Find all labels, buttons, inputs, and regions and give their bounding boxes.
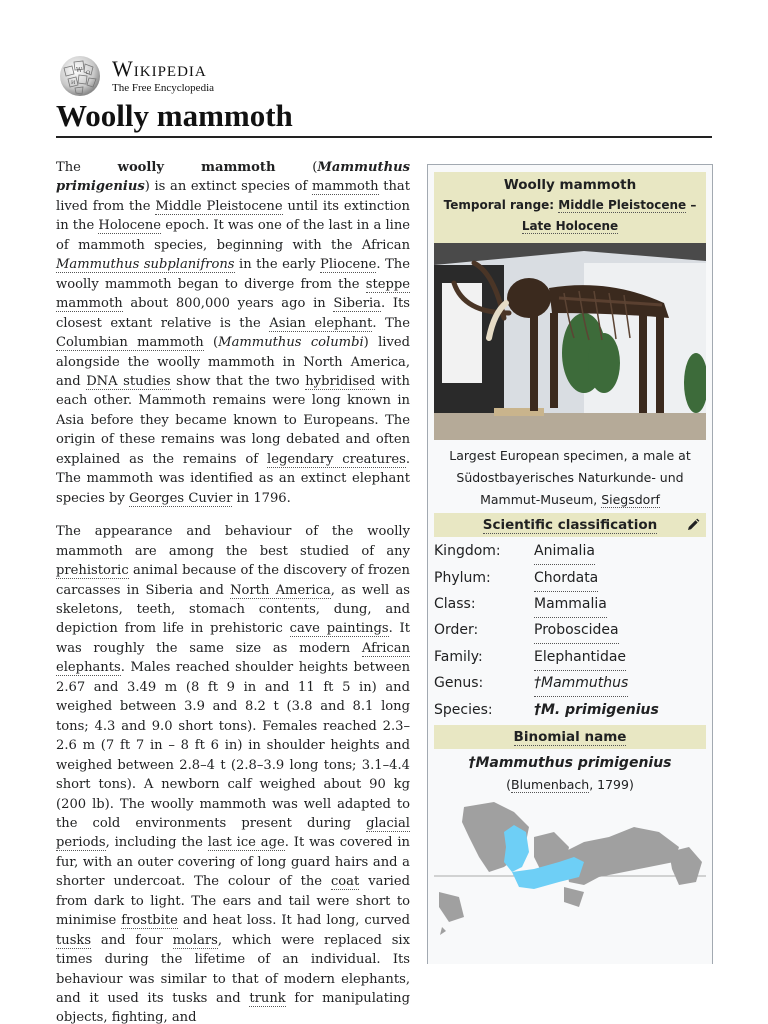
article-link[interactable]: Middle Pleistocene [155,198,283,214]
paragraph-text: woolly mammoth [117,160,276,175]
rank-label: Class: [434,596,476,612]
article-link[interactable]: prehistoric [56,563,129,579]
wikipedia-wordmark[interactable]: Wikipedia [112,56,207,81]
paragraph-text: Mammuthus primigenius [56,160,410,195]
article-link[interactable]: Georges Cuvier [128,490,233,506]
paragraph-text: varied from dark to light. The ears and tail were short to minimise [56,874,410,929]
paragraph-text: epoch. It was one of the last in a line of mammoth species, beginning with the African [56,218,411,253]
paragraph-text: for manipulating objects, fighting, and [56,991,410,1024]
paragraph-text: . The mammoth was identified as an extinct elephant species by [56,451,410,506]
article-link[interactable]: coat [330,874,360,890]
article-link[interactable]: Asian elephant [269,315,373,331]
authority-rest: , 1799) [589,777,634,792]
taxon-link[interactable]: †Mammuthus [534,670,628,697]
binomial-header [434,725,706,749]
classification-row [434,591,706,617]
svg-text:W: W [76,67,83,74]
rank-label: Kingdom: [434,543,501,559]
authority-link[interactable]: Blumenbach [511,777,590,792]
binomial-name: †Mammuthus primigenius [468,755,672,771]
paragraph-text: ) is an extinct species of [144,179,312,195]
edit-pencil-icon[interactable] [686,518,700,532]
article-link[interactable]: Columbian mammoth [56,335,204,351]
paragraph-text: that lived from the [56,179,410,214]
paragraph-text: and four [91,932,173,948]
site-header [56,54,214,98]
article-link[interactable]: North America [230,582,331,598]
article-link[interactable]: mammoth [311,179,379,195]
classification-row [434,538,706,564]
taxon-link[interactable]: Proboscidea [534,617,619,644]
rank-label: Family: [434,649,483,665]
paragraph-text: The [56,160,118,175]
article-link[interactable]: molars [172,932,218,948]
title-divider [56,136,712,138]
classification-row [434,617,706,643]
article-link[interactable]: Pliocene [320,257,377,273]
range-to-link[interactable]: Late Holocene [521,219,619,233]
infobox [427,164,713,964]
paragraph-text: , which were replaced six times during the lifetime of an individual. Its behaviour was similar to that of modern elephants, and it used its tusks and [56,932,410,1007]
svg-text:И: И [71,80,76,86]
paragraph-text: ( [275,160,318,175]
taxon-link[interactable]: †M. primigenius [534,702,659,718]
caption-text: Largest European specimen, a male at Südostbayerisches Naturkunde- und Mammut-Museum, [449,448,691,507]
article-link[interactable]: African elephants [56,640,410,676]
article-link[interactable]: Holocene [98,218,162,234]
paragraph-text: show that the two [170,373,306,389]
paragraph-1 [56,158,410,508]
paragraph-text: ( [203,335,219,351]
article-link[interactable]: frostbite [121,913,178,929]
paragraph-text: . It was covered in fur, with an outer covering of long guard hairs and a shorter undercoat. The colour of the [56,835,410,890]
paragraph-text: about 800,000 years ago in [122,296,334,312]
paragraph-text: animal because of the discovery of frozen carcasses in Siberia and [56,563,410,598]
paragraph-text: . The woolly mammoth began to diverge from the [56,257,410,292]
taxon-link[interactable]: Elephantidae [534,644,626,671]
classification-row [434,670,706,696]
range-from-link[interactable]: Middle Pleistocene [558,198,687,212]
paragraph-text: , as well as skeletons, teeth, stomach contents, dung, and depiction from life in prehistoric [56,582,410,637]
range-separator: – [686,198,697,212]
paragraph-text: ) lived alongside the woolly mammoth in North America, and [56,335,410,389]
paragraph-text: Mammuthus columbi [218,335,364,351]
svg-text:Ω: Ω [86,70,91,76]
site-brand [112,58,214,94]
article-link[interactable]: glacial periods [56,815,410,851]
article-link[interactable]: DNA studies [86,373,171,389]
paragraph-2 [56,522,410,1024]
paragraph-text: and heat loss. It had long, curved [177,913,410,929]
paragraph-text: until its extinction in the [56,198,410,234]
paragraph-text: in the early [234,257,321,273]
classification-row [434,565,706,591]
wikipedia-globe-logo[interactable] [56,54,104,98]
range-map[interactable] [434,797,706,947]
caption-link-siegsdorf[interactable]: Siegsdorf [601,492,660,507]
article-link[interactable]: steppe mammoth [56,276,410,312]
specimen-photo[interactable] [434,243,706,440]
paragraph-text: The appearance and behaviour of the woolly mammoth are among the best studied of any [56,524,410,559]
article-link[interactable]: legendary creatures [267,451,406,467]
binomial-authority [434,777,706,792]
rank-label: Species: [434,702,493,718]
classification-row [434,644,706,670]
paragraph-text: . It was roughly the same size as modern [56,621,410,656]
site-tagline: The Free Encyclopedia [112,82,215,94]
taxon-link[interactable]: Chordata [534,565,598,592]
temporal-range-label: Temporal range: [443,198,559,212]
article-link[interactable]: Siberia [333,296,381,312]
page-title: Woolly mammoth [56,98,293,133]
rank-label: Phylum: [434,570,491,586]
paragraph-text: with each other. Mammoth remains were long known in Asia before they became known to Europeans. The origin of these remains was long debated and often explained as the remains of [56,373,410,467]
article-link[interactable]: last ice age [207,835,285,851]
binomial-title[interactable]: Binomial name [513,729,627,745]
article-link[interactable]: cave paintings [289,621,389,637]
paragraph-text: . Males reached shoulder heights between 2.67 and 3.49 m (8 ft 9 in and 11 ft 5 in) and weighed between 3.9 and 8.2 t (3.8 and 8.1 long tons; 4.3 and 9.0 short tons). Females reached 2.3–2.6 m (7 ft 7 in – 8 ft 6 in) in shoulder heights and weighed between 2.8–4 t (2.8–3.9 long tons; 3.1–4.4 short tons). A newborn calf weighed about 90 kg (200 lb). The woolly mammoth was well adapted to the cold environments present during [56,660,410,831]
photo-caption [434,445,706,511]
classification-header [434,513,706,537]
infobox-title: Woolly mammoth [503,177,637,193]
temporal-range [434,195,706,237]
article-link[interactable]: tusks [56,932,92,948]
article-link[interactable]: hybridised [305,373,376,389]
article-link[interactable]: trunk [249,991,286,1007]
classification-title[interactable]: Scientific classification [482,517,658,533]
rank-label: Genus: [434,675,484,691]
paragraph-text: , including the [105,835,208,851]
classification-row [434,697,706,723]
paragraph-text: . The [372,315,410,331]
taxon-link[interactable]: Mammalia [534,591,607,618]
authority-open: ( [506,777,512,792]
paragraph-text: . Its closest extant relative is the [56,296,410,331]
rank-label: Order: [434,622,479,638]
taxon-link[interactable]: Animalia [534,538,595,565]
paragraph-text: in 1796. [232,490,291,506]
article-link[interactable]: Mammuthus subplanifrons [56,257,235,273]
article-body [56,158,410,1024]
